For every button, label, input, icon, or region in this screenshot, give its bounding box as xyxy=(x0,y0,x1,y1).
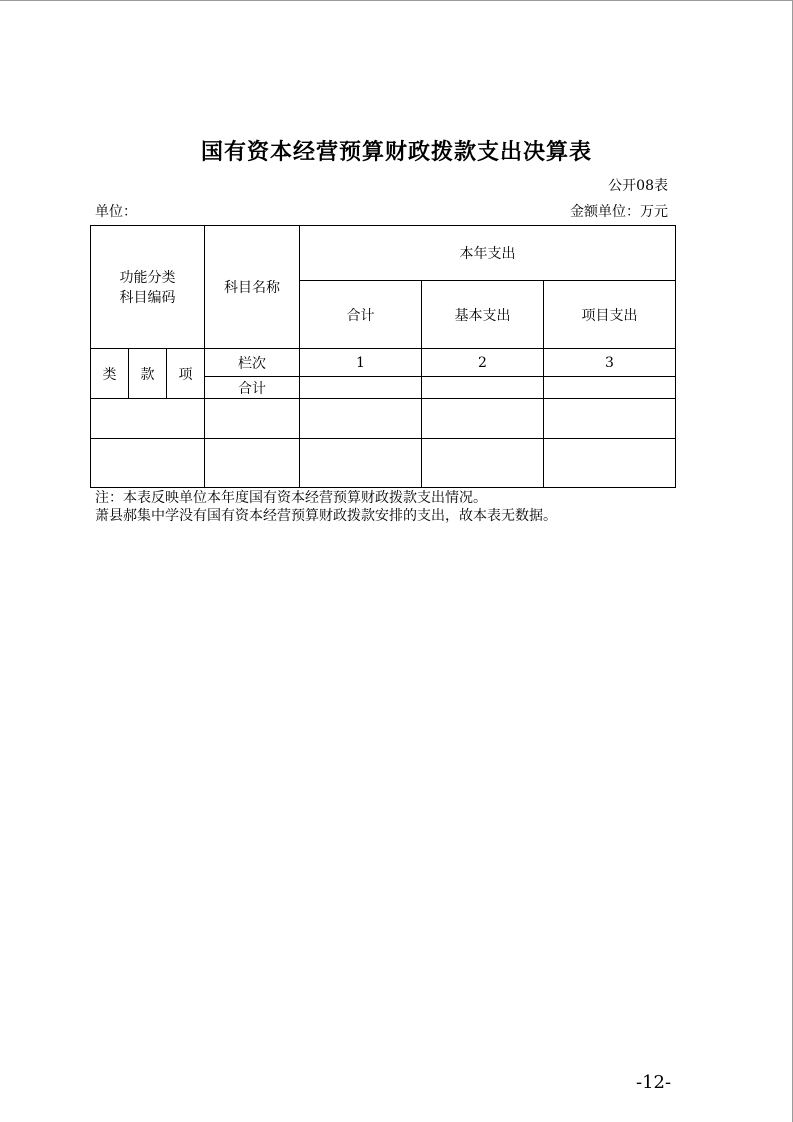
table-cell xyxy=(422,439,544,488)
page-number: -12- xyxy=(636,1072,672,1093)
table-row xyxy=(91,439,676,488)
subject-name-header: 科目名称 xyxy=(205,226,300,349)
item-code-header: 项 xyxy=(167,349,205,399)
table-row xyxy=(91,399,676,439)
expenditure-table xyxy=(90,225,676,488)
page-border-top xyxy=(0,0,793,1)
table-cell xyxy=(205,439,300,488)
table-cell xyxy=(300,399,422,439)
header-row-1 xyxy=(91,226,676,281)
total-row-label: 合计 xyxy=(205,377,300,399)
func-class-header xyxy=(91,226,205,349)
column-index-row xyxy=(91,349,676,377)
column-index-label: 栏次 xyxy=(205,349,300,377)
column-index-1: 1 xyxy=(300,349,422,377)
class-code-header: 类 xyxy=(91,349,129,399)
func-class-header-line1: 功能分类 xyxy=(119,270,176,286)
table-cell xyxy=(544,399,676,439)
amount-unit: 金额单位：万元 xyxy=(570,204,668,220)
table-cell xyxy=(544,439,676,488)
total-row-cell xyxy=(422,377,544,399)
table-cell xyxy=(91,439,205,488)
note-line-1: 注：本表反映单位本年度国有资本经营预算财政拨款支出情况。 xyxy=(95,490,487,506)
table-cell xyxy=(205,399,300,439)
section-code-header: 款 xyxy=(129,349,167,399)
project-expenditure-header: 项目支出 xyxy=(544,281,676,349)
table-cell xyxy=(91,399,205,439)
page-title: 国有资本经营预算财政拨款支出决算表 xyxy=(200,140,592,165)
note-line-2: 萧县郝集中学没有国有资本经营预算财政拨款安排的支出，故本表无数据。 xyxy=(95,508,557,524)
column-index-3: 3 xyxy=(544,349,676,377)
table-cell xyxy=(300,439,422,488)
column-index-2: 2 xyxy=(422,349,544,377)
form-code: 公开08表 xyxy=(608,178,668,194)
basic-expenditure-header: 基本支出 xyxy=(422,281,544,349)
table-cell xyxy=(422,399,544,439)
total-row-cell xyxy=(544,377,676,399)
func-class-header-line2: 科目编码 xyxy=(119,290,176,306)
total-header: 合计 xyxy=(300,281,422,349)
unit-label: 单位： xyxy=(95,204,137,220)
current-year-expenditure-header: 本年支出 xyxy=(300,226,676,281)
total-row-cell xyxy=(300,377,422,399)
